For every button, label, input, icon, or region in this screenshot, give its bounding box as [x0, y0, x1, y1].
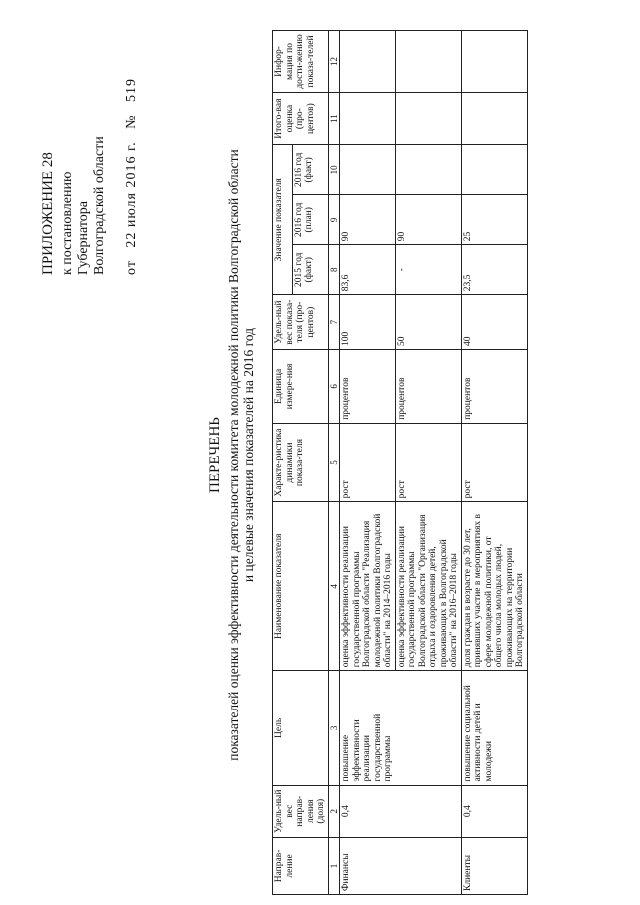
decree-number: 519	[124, 78, 139, 102]
indicator-name-cell: оценка эффективности реализации государственной программы Волгоградской области "Организация отдыха и оздоровления детей, проживающих в Волгоградской области" на 2016–2018 годы	[395, 502, 461, 671]
column-number: 5	[328, 423, 340, 502]
unit-cell: процентов	[395, 350, 461, 424]
values-group-header: Значение показателя	[273, 145, 293, 295]
appendix-title: ПРИЛОЖЕНИЕ 28	[40, 152, 56, 275]
indicator-name-cell: оценка эффективности реализации государственной программы Волгоградской области "Реализация молодежной политики Волгоградской области" на 2014–2016 годы	[340, 502, 396, 671]
indicator-weight-cell: 50	[395, 295, 461, 350]
col-total-header: Итого-вая оценка (про-центов)	[273, 92, 329, 144]
col-name-header: Наименование показателя	[273, 502, 329, 671]
col-unit-header: Единица измере-ния	[273, 350, 329, 424]
col-2016-fact-header: 2016 год (факт)	[292, 145, 328, 195]
dynamics-cell: рост	[461, 423, 527, 502]
appendix-header	[40, 15, 140, 275]
dynamics-cell: рост	[395, 423, 461, 502]
number-label: №	[124, 114, 139, 129]
date-prefix: от	[124, 260, 139, 275]
decree-dateline	[124, 15, 140, 275]
direction-cell: Клиенты	[461, 837, 527, 894]
document-heading	[208, 45, 256, 865]
direction-weight-cell: 0,4	[461, 785, 527, 837]
column-number: 4	[328, 502, 340, 671]
direction-weight-cell: 0,4	[340, 785, 462, 837]
indicators-table	[272, 30, 528, 895]
value-2016-plan-cell: 90	[395, 195, 461, 245]
dynamics-cell: рост	[340, 423, 396, 502]
col-dynamics-header: Характе-ристика динамики показа-теля	[273, 423, 329, 502]
header-line-2: Губернатора	[76, 200, 91, 275]
indicator-weight-cell: 100	[340, 295, 396, 350]
column-number: 1	[328, 837, 340, 894]
col-direction-header: Направ-ление	[273, 837, 329, 894]
value-2016-plan-cell: 25	[461, 195, 527, 245]
heading-line-2: и целевые значения показателей на 2016 год	[241, 327, 256, 583]
table-header-row	[273, 31, 293, 895]
unit-cell: процентов	[461, 350, 527, 424]
value-2015-cell: 23,5	[461, 245, 527, 295]
col-weight-header: Удель-ный вес направ-ления (доля)	[273, 785, 329, 837]
goal-cell: повышение социальной активности детей и молодежи	[461, 671, 527, 785]
col-goal-header: Цель	[273, 671, 329, 785]
total-cell	[340, 92, 396, 144]
column-number: 9	[328, 195, 340, 245]
column-number: 11	[328, 92, 340, 144]
value-2016-fact-cell	[461, 145, 527, 195]
column-number: 3	[328, 671, 340, 785]
info-cell	[461, 31, 527, 93]
unit-cell: процентов	[340, 350, 396, 424]
value-2016-fact-cell	[340, 145, 396, 195]
col-2016-plan-header: 2016 год (план)	[292, 195, 328, 245]
goal-cell: повышение эффективности реализации государственной программы	[340, 671, 462, 785]
column-number: 2	[328, 785, 340, 837]
column-numbers-row	[328, 31, 340, 895]
value-2016-plan-cell: 90	[340, 195, 396, 245]
direction-cell: Финансы	[340, 837, 462, 894]
value-2016-fact-cell	[395, 145, 461, 195]
info-cell	[340, 31, 396, 93]
column-number: 6	[328, 350, 340, 424]
total-cell	[395, 92, 461, 144]
info-cell	[395, 31, 461, 93]
heading-line-1: показателей оценки эффективности деятельности комитета молодежной политики Волгоградской области	[226, 149, 241, 761]
col-2015-header: 2015 год (факт)	[292, 245, 328, 295]
value-2015-cell: -	[395, 245, 461, 295]
table-row-clients	[461, 31, 527, 895]
indicator-name-cell: доля граждан в возрасте до 30 лет, принявших участие в мероприятиях в сфере молодежной политики, от общего числа молодых людей, проживающих на территории Волгоградской области	[461, 502, 527, 671]
header-line-3: Волгоградской области	[92, 136, 107, 275]
header-line-1: к постановлению	[60, 171, 75, 275]
col-info-header: Инфор-мация по дости-жению показа-телей	[273, 31, 329, 93]
total-cell	[461, 92, 527, 144]
column-number: 8	[328, 245, 340, 295]
table-row-finance-1	[340, 31, 396, 895]
column-number: 7	[328, 295, 340, 350]
column-number: 12	[328, 31, 340, 93]
decree-date: 22 июля 2016 г.	[124, 141, 139, 248]
column-number: 10	[328, 145, 340, 195]
document-title: ПЕРЕЧЕНЬ	[207, 417, 223, 493]
col-indicator-weight-header: Удель-ный вес показа-теля (про-центов)	[273, 295, 329, 350]
indicator-weight-cell: 40	[461, 295, 527, 350]
value-2015-cell: 83,6	[340, 245, 396, 295]
